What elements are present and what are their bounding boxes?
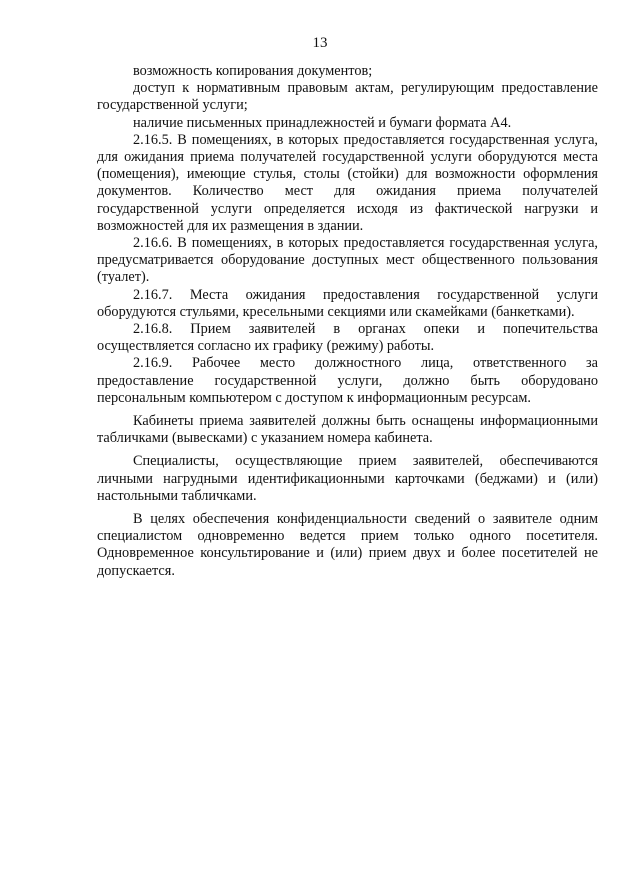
paragraph-confidentiality: В целях обеспечения конфиденциальности сведений о заявителе одним специалистом одновременно ведется прием только одного посетителя. Одновременное консультирование и (или) прием двух и более посетителей не допускается.	[97, 511, 598, 579]
paragraph-2-16-8: 2.16.8. Прием заявителей в органах опеки и попечительства осуществляется согласно их графику (режиму) работы.	[97, 321, 598, 355]
paragraph-2-16-6: 2.16.6. В помещениях, в которых предоставляется государственная услуга, предусматривается оборудование доступных мест общественного пользования (туалет).	[97, 235, 598, 286]
paragraph-2-16-9: 2.16.9. Рабочее место должностного лица, ответственного за предоставление государственной услуги, должно быть оборудовано персональным компьютером с доступом к информационным ресурсам.	[97, 355, 598, 406]
paragraph-cabinet-signs: Кабинеты приема заявителей должны быть оснащены информационными табличками (вывесками) с указанием номера кабинета.	[97, 413, 598, 447]
paragraph-2-16-5: 2.16.5. В помещениях, в которых предоставляется государственная услуга, для ожидания приема получателей государственной услуги оборудуются места (помещения), имеющие стулья, столы (стойки) для возможности оформления документов. Количество мест для ожидания приема получателей государственной услуги определяется исходя из фактической нагрузки и возможностей для их размещения в здании.	[97, 131, 598, 234]
paragraph-2-16-7: 2.16.7. Места ожидания предоставления государственной услуги оборудуются стульями, кресельными секциями или скамейками (банкетками).	[97, 286, 598, 320]
paragraph-specialist-badges: Специалисты, осуществляющие прием заявителей, обеспечиваются личными нагрудными идентификационными карточками (беджами) и (или) настольными табличками.	[97, 453, 598, 504]
paragraph-copying: возможность копирования документов;	[133, 63, 373, 79]
page-number: 13	[312, 35, 328, 51]
paragraph-legal-acts: доступ к нормативным правовым актам, регулирующим предоставление государственной услуги;	[97, 80, 598, 114]
document-body	[97, 63, 598, 580]
paragraph-stationery: наличие письменных принадлежностей и бумаги формата А4.	[133, 114, 512, 131]
